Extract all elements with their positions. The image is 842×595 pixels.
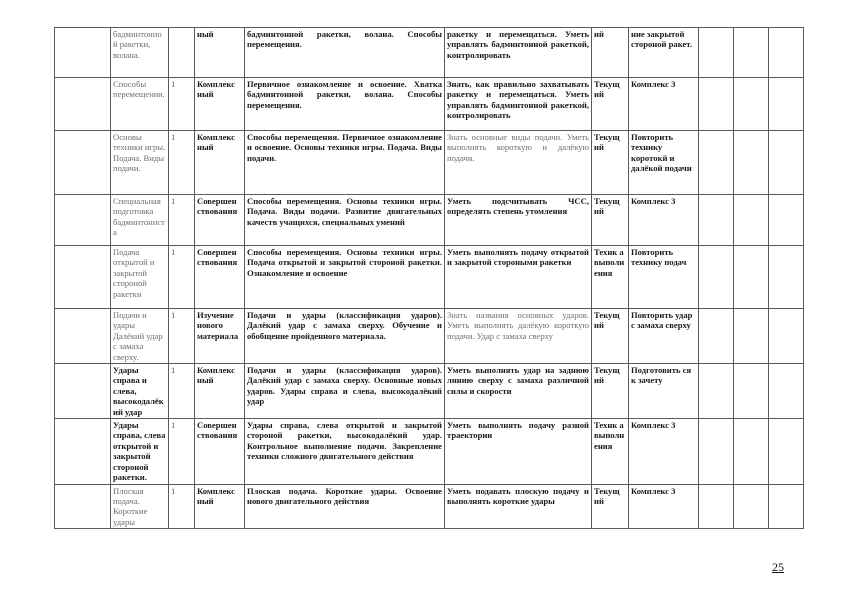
blank-cell <box>699 484 734 529</box>
hours-cell <box>169 28 195 78</box>
homework-cell: Повторить удар с замаха сверху <box>629 309 699 364</box>
blank-cell <box>734 28 769 78</box>
table-row <box>55 364 804 419</box>
control-cell: Текущ ий <box>592 195 629 246</box>
blank-cell <box>769 195 804 246</box>
table-row <box>55 419 804 484</box>
blank-cell <box>769 309 804 364</box>
homework-cell: Комплекс 3 <box>629 78 699 131</box>
hours-cell: 1 <box>169 246 195 309</box>
hours-cell: 1 <box>169 195 195 246</box>
content-cell: бадминтонной ракетки, волана. Способы перемещения. <box>245 28 445 78</box>
homework-cell: ние закрытой стороной ракет. <box>629 28 699 78</box>
topic-cell: Способы перемещения. <box>111 78 169 131</box>
blank-cell <box>699 309 734 364</box>
table-row <box>55 28 804 78</box>
hours-cell: 1 <box>169 309 195 364</box>
homework-cell: Комплекс 3 <box>629 195 699 246</box>
blank-cell <box>734 246 769 309</box>
table-row <box>55 195 804 246</box>
blank-cell <box>769 419 804 484</box>
topic-cell: Удары справа, слева открытой и закрытой стороной ракетки. <box>111 419 169 484</box>
blank-cell <box>734 195 769 246</box>
topic-cell: Подачи и удары Далёкий удар с замаха сверху. <box>111 309 169 364</box>
control-cell: Текущ ий <box>592 309 629 364</box>
hours-cell: 1 <box>169 131 195 195</box>
lesson-plan-table <box>54 27 804 529</box>
table-row <box>55 484 804 529</box>
control-cell: Текущ ий <box>592 131 629 195</box>
control-cell: Текущ ий <box>592 364 629 419</box>
blank-cell <box>699 246 734 309</box>
requirements-cell: Уметь подсчитывать ЧСС, определять степень утомления <box>445 195 592 246</box>
control-cell: Технк а выполн ения <box>592 419 629 484</box>
topic-cell: Основы техники игры. Подача. Виды подачи. <box>111 131 169 195</box>
homework-cell: Повторить технику коротокй и далёкой подачи <box>629 131 699 195</box>
lesson-type-cell: Комплекс ный <box>195 131 245 195</box>
control-cell: Текущ ий <box>592 484 629 529</box>
table-row <box>55 309 804 364</box>
requirements-cell: Знать названия основных ударов. Уметь выполнять далёкую короткую подачи. Удар с замаха сверху <box>445 309 592 364</box>
blank-cell <box>734 484 769 529</box>
blank-cell <box>734 131 769 195</box>
content-cell: Первичное ознакомление и освоение. Хватка бадминтонной ракетки, волана. Способы перемещения. <box>245 78 445 131</box>
requirements-cell: Знать основные виды подачи. Уметь выполнять короткую и далёкую подачи. <box>445 131 592 195</box>
blank-cell <box>734 309 769 364</box>
blank-cell <box>769 131 804 195</box>
requirements-cell: ракетку и перемещаться. Уметь управлять бадминтонной ракеткой, контролировать <box>445 28 592 78</box>
table-row <box>55 131 804 195</box>
blank-cell <box>699 364 734 419</box>
lesson-type-cell: Совершен ствования <box>195 195 245 246</box>
blank-cell <box>769 28 804 78</box>
blank-cell <box>769 246 804 309</box>
blank-cell <box>55 78 111 131</box>
lesson-type-cell: Изучение нового материала <box>195 309 245 364</box>
blank-cell <box>734 419 769 484</box>
hours-cell: 1 <box>169 419 195 484</box>
blank-cell <box>55 28 111 78</box>
lesson-type-cell: Совершен ствования <box>195 419 245 484</box>
lesson-type-cell: ный <box>195 28 245 78</box>
control-cell: Технк а выполн ения <box>592 246 629 309</box>
homework-cell: Подготовить ся к зачету <box>629 364 699 419</box>
blank-cell <box>699 419 734 484</box>
requirements-cell: Уметь подавать плоскую подачу и выполнять короткие удары <box>445 484 592 529</box>
control-cell: Текущ ий <box>592 78 629 131</box>
requirements-cell: Уметь выполнять подачу разной траектории <box>445 419 592 484</box>
blank-cell <box>769 364 804 419</box>
topic-cell: Подача открытой и закрытой стороной ракетки <box>111 246 169 309</box>
content-cell: Способы перемещения. Основы техники игры. Подача открытой и закрытой стороной ракетки. Ознакомление и освоение <box>245 246 445 309</box>
lesson-type-cell: Комплекс ный <box>195 364 245 419</box>
requirements-cell: Знать, как правильно захватывать ракетку и перемещаться. Уметь управлять бадминтонной ракеткой, контролировать <box>445 78 592 131</box>
requirements-cell: Уметь выполнять удар на заднюю линию сверху с замаха различной силы и скорости <box>445 364 592 419</box>
blank-cell <box>55 131 111 195</box>
blank-cell <box>734 364 769 419</box>
lesson-type-cell: Комплекс ный <box>195 78 245 131</box>
control-cell: ий <box>592 28 629 78</box>
hours-cell: 1 <box>169 78 195 131</box>
topic-cell: Специальная подготовка бадминтониста <box>111 195 169 246</box>
hours-cell: 1 <box>169 484 195 529</box>
blank-cell <box>55 195 111 246</box>
blank-cell <box>769 78 804 131</box>
blank-cell <box>699 131 734 195</box>
homework-cell: Комплекс 3 <box>629 484 699 529</box>
lesson-type-cell: Комплекс ный <box>195 484 245 529</box>
content-cell: Подачи и удары (классификация ударов). Далёкий удар с замаха сверху. Основные новых ударов. Удары справа и слева, высокодалёкий удар <box>245 364 445 419</box>
requirements-cell: Уметь выполнять подачу открытой и закрытой стороными ракетки <box>445 246 592 309</box>
content-cell: Способы перемещения. Основы техники игры. Подача. Виды подачи. Развитие двигательных качеств учащихся, специальных умений <box>245 195 445 246</box>
blank-cell <box>769 484 804 529</box>
homework-cell: Комплекс 3 <box>629 419 699 484</box>
content-cell: Подачи и удары (классификация ударов). Далёкий удар с замаха сверху. Обучение и обобщение пройденного материала. <box>245 309 445 364</box>
page-number: 25 <box>772 560 784 574</box>
blank-cell <box>734 78 769 131</box>
topic-cell: Удары справа и слева, высокодалёкий удар <box>111 364 169 419</box>
content-cell: Плоская подача. Короткие удары. Освоение нового двигательного действия <box>245 484 445 529</box>
homework-cell: Повторить технику подач <box>629 246 699 309</box>
blank-cell <box>55 364 111 419</box>
hours-cell: 1 <box>169 364 195 419</box>
lesson-type-cell: Совершен ствования <box>195 246 245 309</box>
blank-cell <box>699 78 734 131</box>
topic-cell: бадминтонной ракетки, волана. <box>111 28 169 78</box>
blank-cell <box>55 246 111 309</box>
blank-cell <box>55 419 111 484</box>
blank-cell <box>699 28 734 78</box>
content-cell: Способы перемещения. Первичное ознакомление и освоение. Основы техники игры. Подача. Виды подачи. <box>245 131 445 195</box>
table-row <box>55 246 804 309</box>
blank-cell <box>55 309 111 364</box>
topic-cell: Плоская подача. Короткие удары <box>111 484 169 529</box>
blank-cell <box>699 195 734 246</box>
content-cell: Удары справа, слева открытой и закрытой стороной ракетки, высокодалёкий удар. Контрольное выполнение подачи. Закрепление техники сложного двигательного действия <box>245 419 445 484</box>
table-row <box>55 78 804 131</box>
blank-cell <box>55 484 111 529</box>
